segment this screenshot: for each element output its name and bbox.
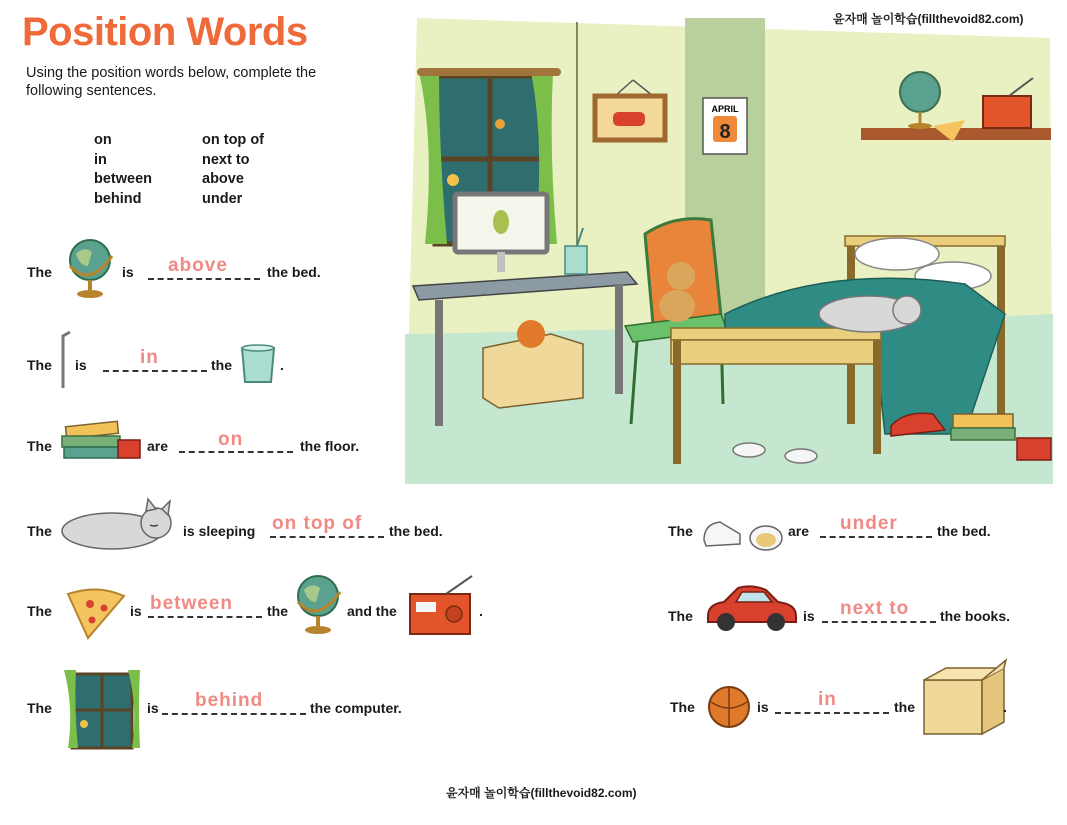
sentence-text: the bed. [267,264,321,280]
sentence-text: is sleeping [183,523,256,539]
sentence-text: the books. [940,608,1011,624]
answer-blank[interactable] [179,451,293,453]
sentence-text: the [211,357,232,373]
sentence-text: The [27,264,52,280]
svg-text:8: 8 [719,121,731,143]
answer-blank[interactable] [270,536,384,538]
answer-text: under [840,513,898,534]
straw-icon [60,330,74,390]
answer-blank[interactable] [148,616,262,618]
sentence-text: . [1003,699,1007,715]
sentence-text: The [27,603,52,619]
ball-icon [706,684,752,730]
word-bank-item: between [94,171,153,187]
word-bank-item: behind [94,190,142,207]
bedroom-scene [405,14,1060,484]
instructions: Using the position words below, complete the following sentences. [26,65,317,99]
cup-icon [238,344,278,386]
sentence-text: is [122,264,134,280]
answer-text: above [168,255,228,276]
answer-text: in [818,689,837,710]
box-icon [920,658,1008,738]
sentence-text: the [894,699,915,715]
answer-blank[interactable] [162,713,306,715]
answer-blank[interactable] [148,278,260,280]
answer-blank[interactable] [822,621,936,623]
word-bank-item: under [202,190,243,207]
sentence-text: are [788,523,810,539]
sentence-text: . [479,603,483,619]
word-bank-item: on [94,132,112,148]
shoes-icon [700,512,786,554]
sentence-text: is [130,603,142,619]
globe-icon [62,236,118,300]
word-bank-item: above [202,171,244,187]
word-bank-item: in [94,151,107,168]
sentence-text: The [670,699,695,715]
sentence-text: . [280,357,284,373]
globe-icon [290,572,346,636]
answer-text: on [218,429,244,450]
answer-text: next to [840,598,910,619]
sentence-text: The [27,523,52,539]
answer-blank[interactable] [775,712,889,714]
sentence-text: the bed. [937,523,991,539]
answer-text: behind [195,690,264,711]
sentence-text: and the [347,603,397,619]
sentence-text: is [147,700,159,716]
sentence-text: are [147,438,169,454]
answer-blank[interactable] [820,536,932,538]
word-bank-column-1 [94,131,152,209]
page-title: Position Words [22,10,308,54]
answer-blank[interactable] [103,370,207,372]
watermark-top: 윤자매 놀이학습(fillthevoid82.com) [833,12,1024,26]
sentence-text: the [267,603,288,619]
pizza-icon [62,586,128,642]
books-icon [60,418,142,464]
svg-text:APRIL: APRIL [711,104,739,114]
sentence-text: The [668,523,693,539]
sentence-text: the bed. [389,523,443,539]
answer-text: on top of [272,513,363,534]
answer-text: in [140,347,159,368]
sentence-text: is [75,357,87,373]
window-icon [62,668,142,750]
word-bank-column-2 [202,131,264,209]
cat-icon [58,497,178,553]
sentence-text: The [27,438,52,454]
watermark-bottom: 윤자매 놀이학습(fillthevoid82.com) [446,786,637,800]
sentence-text: is [757,699,769,715]
sentence-text: The [27,357,52,373]
sentence-text: The [668,608,693,624]
sentence-text: The [27,700,52,716]
answer-text: between [150,593,234,614]
sentence-text: is [803,608,815,624]
car-icon [702,582,800,634]
calendar [703,98,747,154]
sentence-text: the floor. [300,438,360,454]
sentence-text: the computer. [310,700,402,716]
radio-icon [406,574,476,638]
word-bank-item: next to [202,151,250,168]
word-bank-item: on top of [202,132,265,148]
